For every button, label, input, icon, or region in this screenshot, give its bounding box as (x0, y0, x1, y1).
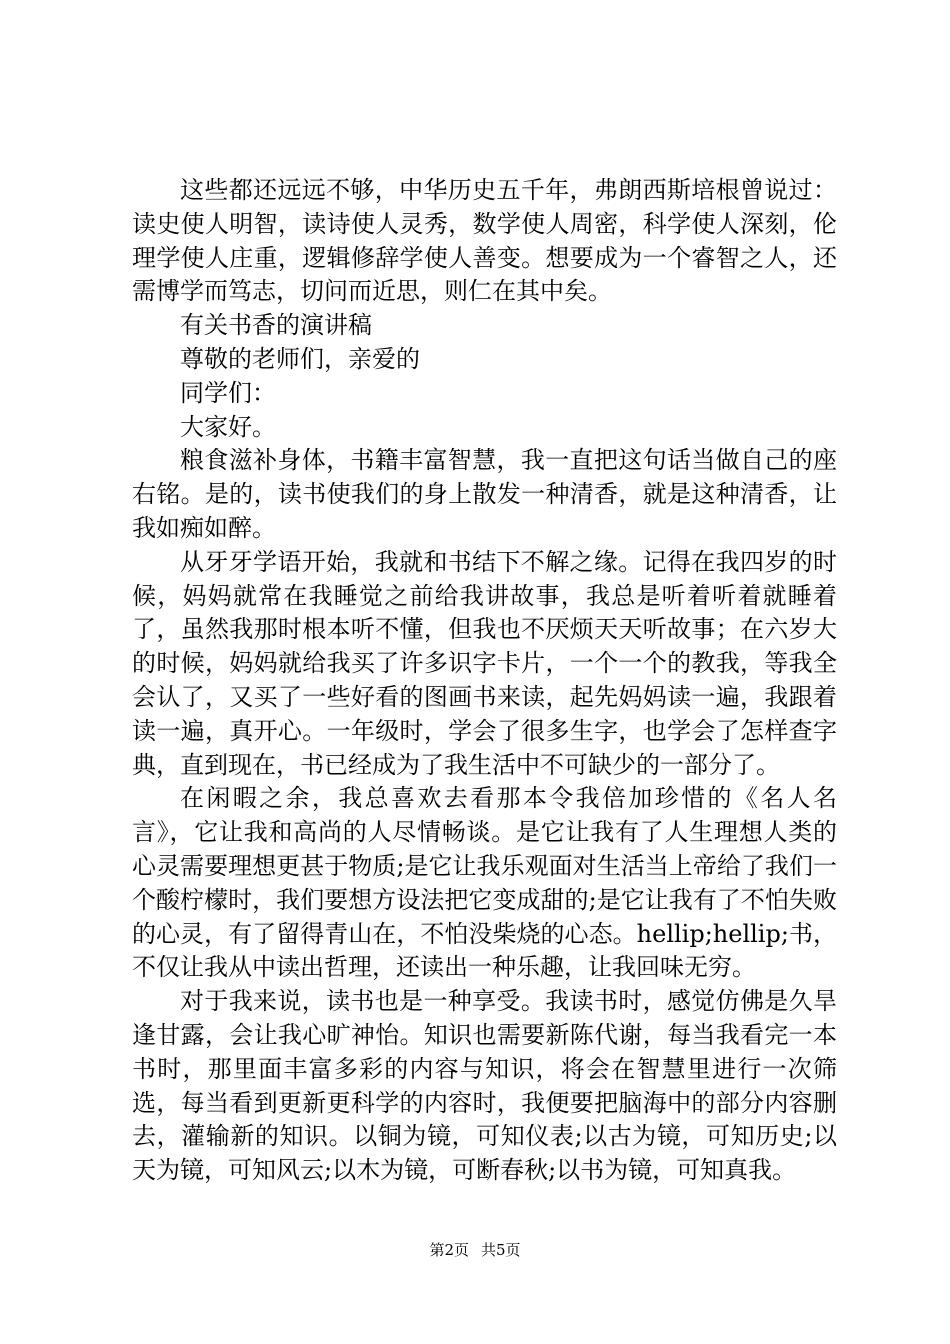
page-number: 第2页 (429, 1241, 469, 1259)
document-body (132, 174, 837, 1188)
page-footer (0, 1240, 950, 1260)
paragraph: 从牙牙学语开始，我就和书结下不解之缘。记得在我四岁的时候，妈妈就常在我睡觉之前给我讲故事，我总是听着听着就睡着了，虽然我那时根本听不懂，但我也不厌烦天天听故事；在六岁大的时候，妈妈就给我买了许多识字卡片，一个一个的教我，等我全会认了，又买了一些好看的图画书来读，起先妈妈读一遍，我跟着读一遍，真开心。一年级时，学会了很多生字，也学会了怎样查字典，直到现在，书已经成为了我生活中不可缺少的一部分了。 (132, 547, 837, 779)
paragraph: 这些都还远远不够，中华历史五千年，弗朗西斯培根曾说过：读史使人明智，读诗使人灵秀，数学使人周密，科学使人深刻，伦理学使人庄重，逻辑修辞学使人善变。想要成为一个睿智之人，还需博学而笃志，切问而近思，则仁在其中矣。 (132, 176, 837, 306)
salutation-line: 同学们： (180, 378, 276, 407)
paragraph: 粮食滋补身体，书籍丰富智慧，我一直把这句话当做自己的座右铭。是的，读书使我们的身上散发一种清香，就是这种清香，让我如痴如醉。 (132, 446, 837, 542)
speech-title: 有关书香的演讲稿 (180, 311, 372, 340)
greeting-line: 大家好。 (180, 412, 276, 441)
salutation-line: 尊敬的老师们，亲爱的 (180, 344, 420, 373)
paragraph: 对于我来说，读书也是一种享受。我读书时，感觉仿佛是久旱逢甘露，会让我心旷神怡。知识也需要新陈代谢，每当我看完一本书时，那里面丰富多彩的内容与知识，将会在智慧里进行一次筛选，每当看到更新更科学的内容时，我便要把脑海中的部分内容删去，灌输新的知识。以铜为镜，可知仪表;以古为镜，可知历史;以天为镜，可知风云;以木为镜，可断春秋;以书为镜，可知真我。 (132, 987, 837, 1185)
paragraph: 在闲暇之余，我总喜欢去看那本令我倍加珍惜的《名人名言》，它让我和高尚的人尽情畅谈。是它让我有了人生理想人类的心灵需要理想更甚于物质;是它让我乐观面对生活当上帝给了我们一个酸柠檬时，我们要想方设法把它变成甜的;是它让我有了不怕失败的心灵，有了留得青山在，不怕没柴烧的心态。hellip;hellip;书，不仅让我从中读出哲理，还读出一种乐趣，让我回味无穷。 (132, 784, 837, 982)
page-total: 共5页 (481, 1241, 521, 1259)
